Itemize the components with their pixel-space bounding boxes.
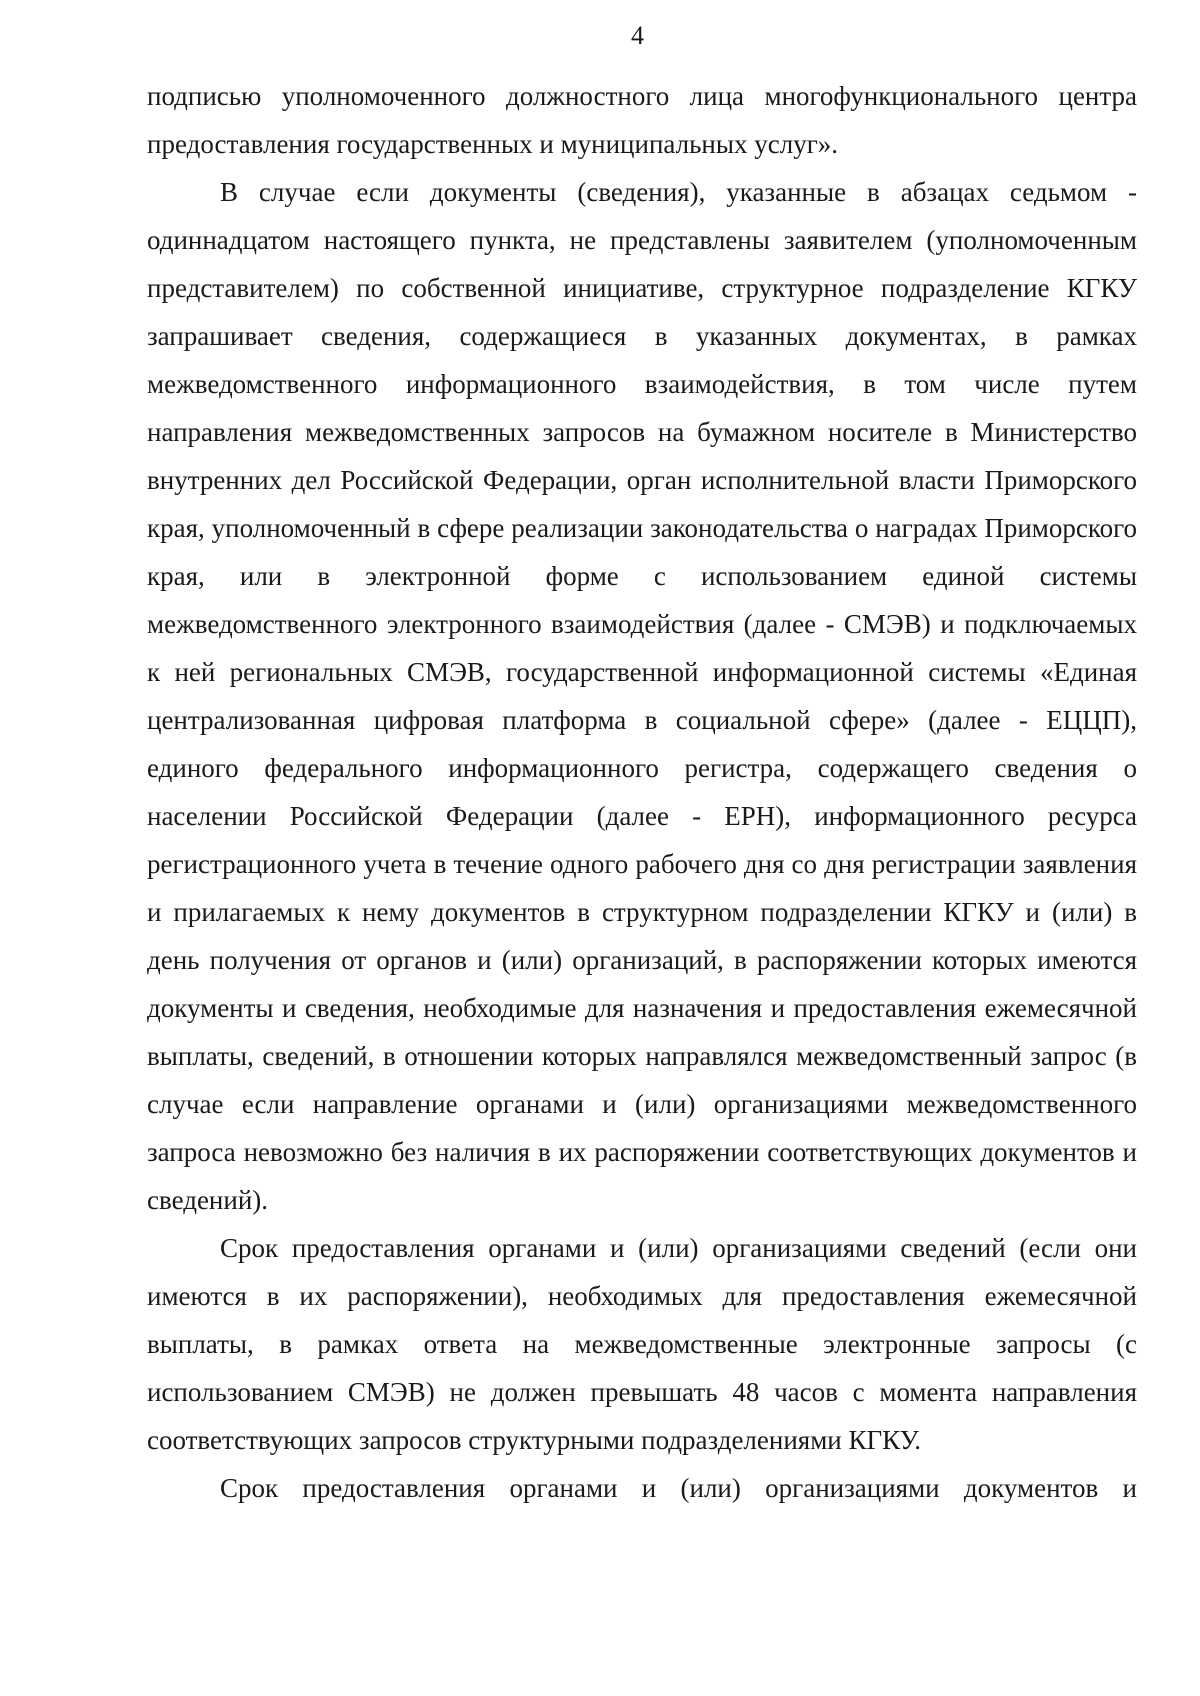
paragraph-continuation: подписью уполномоченного должностного лица многофункционального центра предоставления государственных и муниципальных услуг». xyxy=(147,81,1137,159)
paragraph-information-deadline: Срок предоставления органами и (или) организациями сведений (если они имеются в их распоряжении), необходимых для предоставления ежемесячной выплаты, в рамках ответа на межведомственные электронные запросы (с использованием СМЭВ) не должен превышать 48 часов с момента направления соответствующих запросов структурными подразделениями КГКУ. xyxy=(147,1233,1137,1455)
paragraph-interagency-requests: В случае если документы (сведения), указанные в абзацах седьмом - одиннадцатом настоящего пункта, не представлены заявителем (уполномоченным представителем) по собственной инициативе, структурное подразделение КГКУ запрашивает сведения, содержащиеся в указанных документах, в рамках межведомственного информационного взаимодействия, в том числе путем направления межведомственных запросов на бумажном носителе в Министерство внутренних дел Российской Федерации, орган исполнительной власти Приморского края, уполномоченный в сфере реализации законодательства о наградах Приморского края, или в электронной форме с использованием единой системы межведомственного электронного взаимодействия (далее - СМЭВ) и подключаемых к ней региональных СМЭВ, государственной информационной системы «Единая централизованная цифровая платформа в социальной сфере» (далее - ЕЦЦП), единого федерального информационного регистра, содержащего сведения о населении Российской Федерации (далее - ЕРН), информационного ресурса регистрационного учета в течение одного рабочего дня со дня регистрации заявления и прилагаемых к нему документов в структурном подразделении КГКУ и (или) в день получения от органов и (или) организаций, в распоряжении которых имеются документы и сведения, необходимые для назначения и предоставления ежемесячной выплаты, сведений, в отношении которых направлялся межведомственный запрос (в случае если направление органами и (или) организациями межведомственного запроса невозможно без наличия в их распоряжении соответствующих документов и сведений). xyxy=(147,177,1137,1215)
paragraph-documents-deadline: Срок предоставления органами и (или) организациями документов и xyxy=(220,1473,1137,1503)
document-body xyxy=(147,72,1137,1512)
page-number: 4 xyxy=(631,21,644,50)
